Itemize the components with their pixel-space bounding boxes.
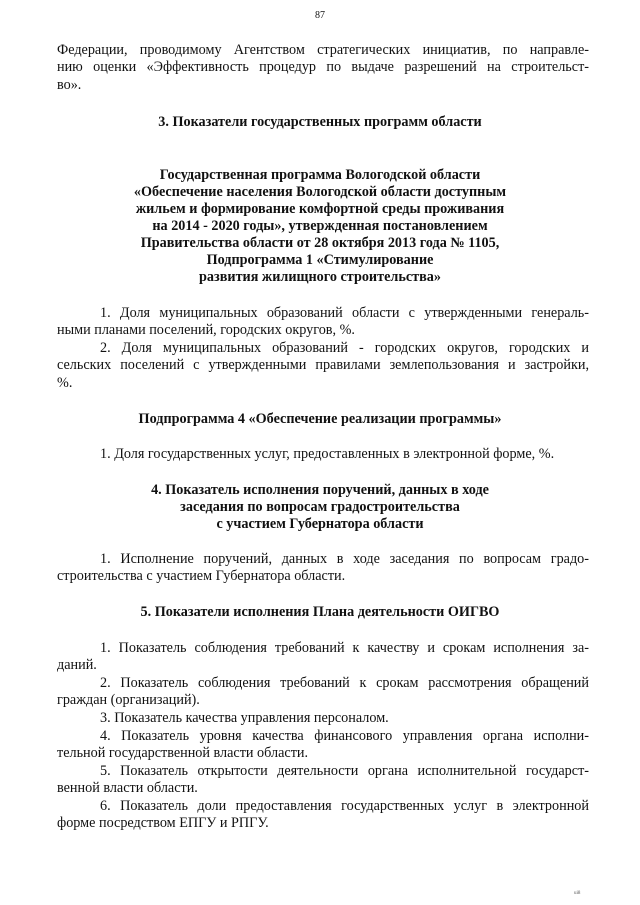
sub4-item-1: 1. Доля государственных услуг, предоставленных в электронной форме, %. [100, 446, 555, 462]
program-heading-line-6: Подпрограмма 1 «Стимулирование [206, 252, 434, 268]
sub1-item-2-line-1: 2. Доля муниципальных образований - городских округов, городских и [100, 340, 589, 356]
section-4-heading-line-3: с участием Губернатора области [216, 516, 424, 532]
section-5-item-4-line-1: 4. Показатель уровня качества финансового управления органа исполни- [100, 728, 589, 744]
section-4-item-1-line-1: 1. Исполнение поручений, данных в ходе заседания по вопросам градо- [100, 551, 589, 567]
sub1-item-2-line-3: %. [57, 375, 73, 391]
footer-mark: ui8 [574, 891, 581, 896]
program-heading-line-4: на 2014 - 2020 годы», утвержденная постановлением [152, 218, 488, 234]
section-5-item-4-line-2: тельной государственной власти области. [57, 745, 309, 761]
section-5-item-3: 3. Показатель качества управления персоналом. [100, 710, 389, 726]
program-heading-line-5: Правительства области от 28 октября 2013 года № 1105, [140, 235, 500, 251]
program-heading-line-1: Государственная программа Вологодской области [159, 167, 481, 183]
intro-line-1: Федерации, проводимому Агентством стратегических инициатив, по направле- [57, 42, 589, 58]
program-heading-line-7: развития жилищного строительства» [199, 269, 441, 285]
intro-line-3: во». [57, 77, 82, 93]
section-4-item-1-line-2: строительства с участием Губернатора области. [57, 568, 346, 584]
section-4-heading-line-2: заседания по вопросам градостроительства [180, 499, 460, 515]
program-heading-line-3: жильем и формирование комфортной среды проживания [135, 201, 505, 217]
section-4-heading-line-1: 4. Показатель исполнения поручений, данных в ходе [151, 482, 489, 498]
page-number: 87 [315, 10, 325, 21]
section-5-item-1-line-1: 1. Показатель соблюдения требований к качеству и срокам исполнения за- [100, 640, 589, 656]
subprogram-4-heading: Подпрограмма 4 «Обеспечение реализации программы» [138, 411, 502, 427]
section-3-heading: 3. Показатели государственных программ области [158, 114, 482, 130]
sub1-item-2-line-2: сельских поселений с утвержденными правилами землепользования и застройки, [57, 357, 589, 373]
section-5-item-5-line-2: венной власти области. [57, 780, 198, 796]
section-5-item-5-line-1: 5. Показатель открытости деятельности органа исполнительной государст- [100, 763, 589, 779]
section-5-item-6-line-1: 6. Показатель доли предоставления государственных услуг в электронной [100, 798, 589, 814]
section-5-item-2-line-1: 2. Показатель соблюдения требований к срокам рассмотрения обращений [100, 675, 589, 691]
section-5-heading: 5. Показатели исполнения Плана деятельности ОИГВО [140, 604, 500, 620]
intro-line-2: нию оценки «Эффективность процедур по выдаче разрешений на строительст- [57, 59, 589, 75]
sub1-item-1-line-2: ными планами поселений, городских округов, %. [57, 322, 355, 338]
section-5-item-2-line-2: граждан (организаций). [57, 692, 200, 708]
section-5-item-6-line-2: форме посредством ЕПГУ и РПГУ. [57, 815, 269, 831]
program-heading-line-2: «Обеспечение населения Вологодской области доступным [133, 184, 507, 200]
sub1-item-1-line-1: 1. Доля муниципальных образований области с утвержденными генераль- [100, 305, 589, 321]
section-5-item-1-line-2: даний. [57, 657, 97, 673]
